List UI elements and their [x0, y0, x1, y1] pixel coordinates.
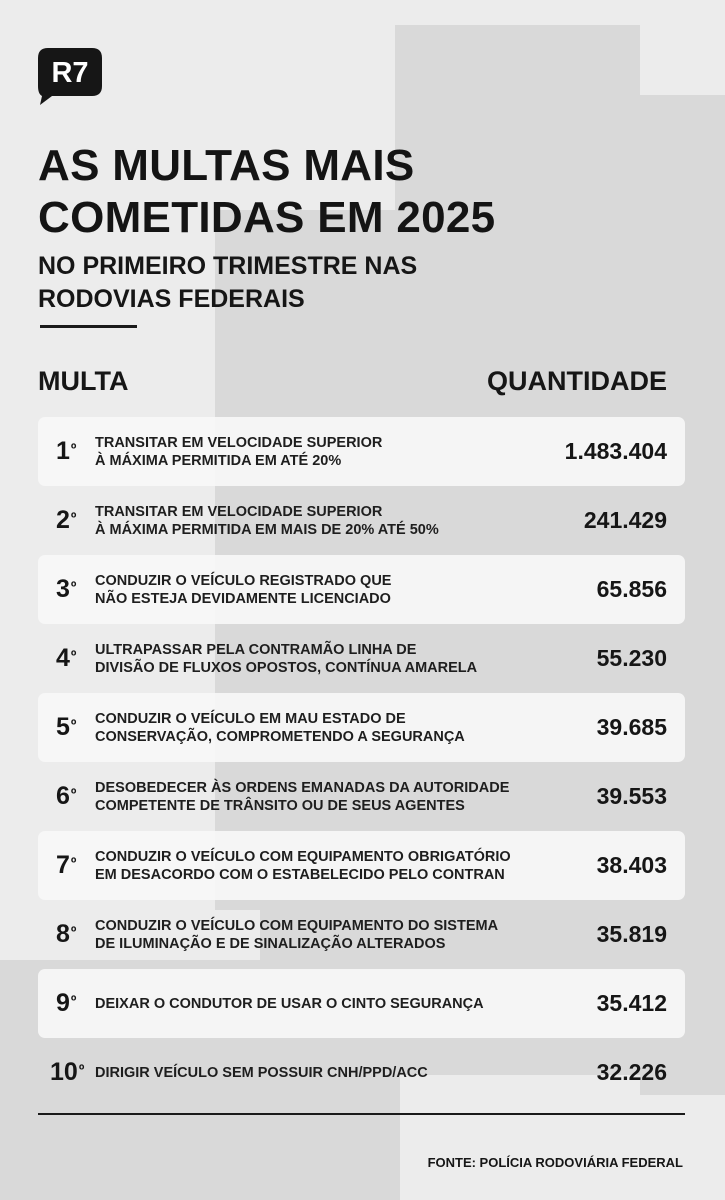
ranking-list — [38, 417, 685, 1107]
title-line-1: AS MULTAS MAIS — [38, 141, 415, 190]
ranking-row — [38, 555, 685, 624]
column-header-quantidade: QUANTIDADE — [487, 366, 667, 396]
rank-number: 8 $^º$ — [56, 920, 77, 948]
rank-number: 5 $^º$ — [56, 713, 77, 741]
violation-count: 241.429 — [583, 507, 667, 533]
violation-description: CONDUZIR O VEÍCULO COM EQUIPAMENTO OBRIGATÓRIO EM DESACORDO COM O ESTABELECIDO PELO CONTRAN — [95, 848, 511, 883]
subtitle-line-1: NO PRIMEIRO TRIMESTRE NAS — [38, 252, 418, 280]
footer-divider — [38, 1113, 685, 1115]
violation-description: ULTRAPASSAR PELA CONTRAMÃO LINHA DE DIVISÃO DE FLUXOS OPOSTOS, CONTÍNUA AMARELA — [95, 641, 478, 676]
violation-description: TRANSITAR EM VELOCIDADE SUPERIOR À MÁXIMA PERMITIDA EM MAIS DE 20% ATÉ 50% — [95, 503, 439, 538]
ranking-row — [38, 831, 685, 900]
title-divider — [40, 325, 137, 328]
rank-number: 10 $^º$ — [50, 1058, 85, 1086]
violation-description: DESOBEDECER ÀS ORDENS EMANADAS DA AUTORIDADE COMPETENTE DE TRÂNSITO OU DE SEUS AGENTES — [95, 779, 510, 814]
violation-description: DIRIGIR VEÍCULO SEM POSSUIR CNH/PPD/ACC — [95, 1064, 428, 1081]
violation-description: CONDUZIR O VEÍCULO COM EQUIPAMENTO DO SISTEMA DE ILUMINAÇÃO E DE SINALIZAÇÃO ALTERADOS — [95, 917, 499, 952]
violation-count: 65.856 — [596, 576, 667, 602]
rank-number: 1 $^º$ — [56, 437, 77, 465]
ranking-row — [38, 900, 685, 969]
page-subtitle — [38, 250, 417, 316]
page-title — [38, 140, 495, 244]
violation-description: CONDUZIR O VEÍCULO REGISTRADO QUE NÃO ESTEJA DEVIDAMENTE LICENCIADO — [95, 572, 392, 607]
logo-text: R7 — [51, 57, 89, 89]
violation-description: CONDUZIR O VEÍCULO EM MAU ESTADO DE CONSERVAÇÃO, COMPROMETENDO A SEGURANÇA — [95, 710, 465, 745]
title-line-2: COMETIDAS EM 2025 — [38, 193, 496, 242]
ranking-row — [38, 1038, 685, 1107]
ranking-row — [38, 969, 685, 1038]
rank-number: 9 $^º$ — [56, 989, 77, 1017]
violation-description: TRANSITAR EM VELOCIDADE SUPERIOR À MÁXIMA PERMITIDA EM ATÉ 20% — [95, 434, 383, 469]
r7-logo — [38, 48, 102, 106]
rank-number: 3 $^º$ — [56, 575, 77, 603]
violation-count: 35.819 — [596, 921, 667, 947]
violation-count: 1.483.404 — [564, 438, 667, 464]
ranking-row — [38, 693, 685, 762]
violation-count: 32.226 — [596, 1059, 667, 1085]
violation-count: 38.403 — [596, 852, 667, 878]
violation-count: 39.685 — [596, 714, 667, 740]
violation-count: 55.230 — [596, 645, 667, 671]
source-credit: FONTE: POLÍCIA RODOVIÁRIA FEDERAL — [427, 1155, 683, 1170]
rank-number: 7 $^º$ — [56, 851, 77, 879]
rank-number: 4 $^º$ — [56, 644, 77, 672]
ranking-row — [38, 762, 685, 831]
subtitle-line-2: RODOVIAS FEDERAIS — [38, 285, 305, 313]
rank-number: 2 $^º$ — [56, 506, 77, 534]
violation-count: 35.412 — [596, 990, 667, 1016]
violation-description: DEIXAR O CONDUTOR DE USAR O CINTO SEGURANÇA — [95, 995, 484, 1012]
rank-number: 6 $^º$ — [56, 782, 77, 810]
ranking-row — [38, 486, 685, 555]
violation-count: 39.553 — [596, 783, 667, 809]
ranking-row — [38, 417, 685, 486]
column-header-multa: MULTA — [38, 366, 129, 396]
ranking-row — [38, 624, 685, 693]
